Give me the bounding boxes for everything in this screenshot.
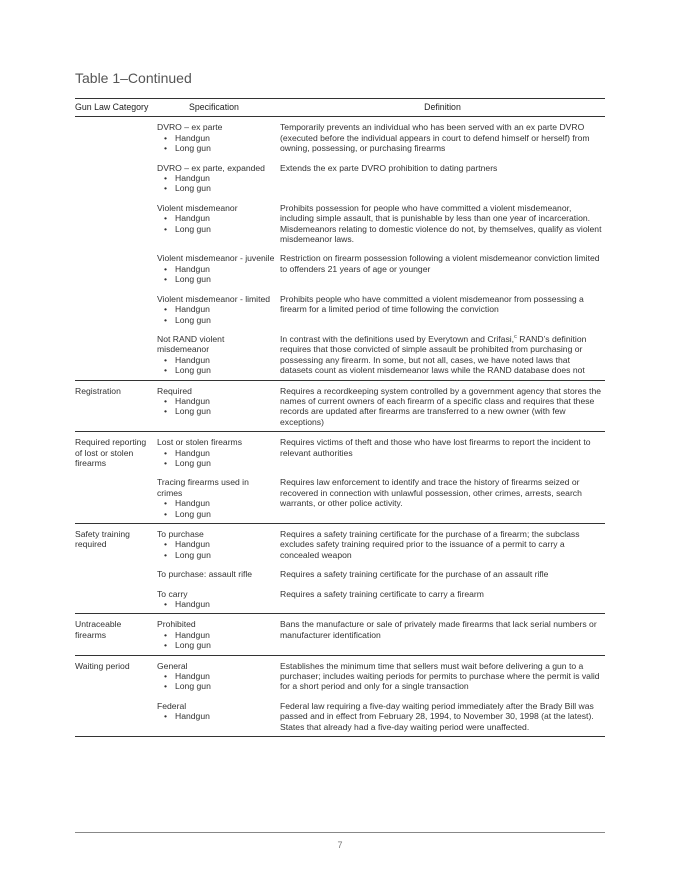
category-cell: Registration <box>75 385 121 396</box>
specification-label: To purchase: assault rifle <box>157 569 253 580</box>
definition-cell: Prohibits possession for people who have committed a violent misdemeanor, including simple assault, that is punishable by less than one year of incarceration. Misdemeanors relating to domestic violence do not, by themselves, qualify as violent misdemeanor laws. <box>280 202 602 245</box>
specification-label: Required <box>157 385 192 396</box>
bullet-item: • Handgun <box>157 355 276 365</box>
bullet-item: • Handgun <box>157 448 276 458</box>
specification-cell <box>157 614 280 655</box>
specification-cell <box>157 692 280 737</box>
bullet-item: • Handgun <box>157 304 276 314</box>
bullet-item: • Handgun <box>157 173 276 183</box>
specification-cell <box>157 194 280 245</box>
definition-cell: Requires a recordkeeping system controlled by a government agency that stores the names of current owners of each firearm of a specific class and requires that these records are updated after firearms are transferred to a new owner (with few exceptions) <box>280 385 602 427</box>
bullet-item: • Long gun <box>157 550 276 560</box>
category-cell <box>75 560 157 579</box>
table-row <box>75 380 605 432</box>
bullet-item: • Long gun <box>157 406 276 416</box>
specification-cell <box>157 285 280 325</box>
table-row <box>75 325 605 380</box>
definition-cell: Prohibits people who have committed a violent misdemeanor from possessing a firearm for a limited period of time following the conviction <box>280 293 584 315</box>
specification-cell <box>157 655 280 692</box>
footnote-marker: c <box>514 334 517 341</box>
specification-cell <box>157 154 280 194</box>
specification-label: To carry <box>157 588 188 599</box>
definition-cell: Requires victims of theft and those who have lost firearms to report the incident to relevant authorities <box>280 437 591 458</box>
definition-cell: Requires a safety training certificate for the purchase of an assault rifle <box>280 569 549 580</box>
table-row <box>75 614 605 655</box>
definition-cell: Federal law requiring a five-day waiting period immediately after the Brady Bill was passed and in effect from February 28, 1994, to November 30, 1998 (at the latest). States that already had a five-day waiting period were unaffected. <box>280 700 594 732</box>
specification-label: Violent misdemeanor - juvenile <box>157 253 275 264</box>
category-cell <box>75 580 157 614</box>
definition-cell: Extends the ex parte DVRO prohibition to dating partners <box>280 162 498 173</box>
gun-law-table <box>75 98 605 737</box>
specification-label: Federal <box>157 700 187 711</box>
category-cell <box>75 244 157 284</box>
specification-label: Tracing firearms used in crimes <box>157 477 249 498</box>
bullet-item: • Handgun <box>157 396 276 406</box>
table-row <box>75 524 605 561</box>
bullet-item: • Handgun <box>157 539 276 549</box>
definition-text: RAND’s definition requires that those convicted of simple assault be prohibited from purchasing or possessing any firearm. In some, but not all, cases, we have noted laws that datasets count as violent misdemeanor laws while the RAND database does not <box>280 333 587 376</box>
header-category: Gun Law Category <box>75 99 157 117</box>
bullet-item: • Long gun <box>157 365 276 375</box>
specification-cell <box>157 580 280 614</box>
table-group <box>75 614 605 655</box>
category-cell: Required reporting of lost or stolen firearms <box>75 437 147 468</box>
definition-cell: Requires law enforcement to identify and trace the history of firearms seized or recovered in connection with unlawful possession, other crimes, arrests, search warrants, or other police activity. <box>280 477 582 509</box>
specification-cell <box>157 560 280 579</box>
table-row <box>75 117 605 154</box>
bullet-item: • Long gun <box>157 143 276 153</box>
definition-cell: Restriction on firearm possession following a violent misdemeanor conviction limited to offenders 21 years of age or younger <box>280 253 600 274</box>
bullet-item: • Long gun <box>157 315 276 325</box>
table-caption: Table 1–Continued <box>75 70 192 86</box>
definition-cell: Requires a safety training certificate for the purchase of a firearm; the subclass excludes safety training required prior to the issuance of a permit to carry a concealed weapon <box>280 529 580 560</box>
specification-cell <box>157 117 280 154</box>
bullet-item: • Long gun <box>157 640 276 650</box>
bullet-item: • Long gun <box>157 681 276 691</box>
category-cell: Untraceable firearms <box>75 619 122 640</box>
table-row <box>75 154 605 194</box>
bullet-item: • Long gun <box>157 274 276 284</box>
category-cell <box>75 285 157 325</box>
category-cell <box>75 117 157 154</box>
category-cell: Safety training required <box>75 529 130 550</box>
bullet-item: • Handgun <box>157 599 276 609</box>
category-cell <box>75 468 157 523</box>
bullet-item: • Handgun <box>157 711 276 721</box>
footer-rule <box>75 832 605 833</box>
specification-label: Not RAND violent misdemeanor <box>157 333 225 355</box>
specification-label: Violent misdemeanor <box>157 202 238 213</box>
table-row <box>75 655 605 692</box>
definition-cell: Temporarily prevents an individual who has been served with an ex parte DVRO (executed before the individual appears in court to defend himself or herself) from owning, possessing, or purchasing firearms <box>280 122 590 154</box>
table-header-row <box>75 99 605 117</box>
table-group <box>75 432 605 524</box>
table-group <box>75 524 605 614</box>
category-cell <box>75 325 157 380</box>
table-row <box>75 194 605 245</box>
definition-cell: Establishes the minimum time that sellers must wait before delivering a gun to a purchaser; includes waiting periods for permits to purchase where the permit is valid for a short period and only for a single transaction <box>280 660 600 692</box>
category-cell <box>75 692 157 737</box>
table-row <box>75 432 605 469</box>
bullet-item: • Handgun <box>157 133 276 143</box>
specification-cell <box>157 325 280 380</box>
table-row <box>75 468 605 523</box>
table-row <box>75 580 605 614</box>
specification-label: To purchase <box>157 529 204 539</box>
bullet-item: • Long gun <box>157 458 276 468</box>
bullet-item: • Handgun <box>157 213 276 223</box>
specification-cell <box>157 244 280 284</box>
definition-cell: Bans the manufacture or sale of privately made firearms that lack serial numbers or manufacturer identification <box>280 619 597 640</box>
bullet-item: • Handgun <box>157 498 276 508</box>
specification-cell <box>157 524 280 561</box>
specification-cell <box>157 432 280 469</box>
table-row <box>75 285 605 325</box>
bullet-item: • Handgun <box>157 630 276 640</box>
specification-label: Lost or stolen firearms <box>157 437 243 448</box>
table-row <box>75 692 605 737</box>
header-definition: Definition <box>280 99 605 117</box>
definition-cell: Requires a safety training certificate to carry a firearm <box>280 588 484 599</box>
specification-label: DVRO – ex parte, expanded <box>157 162 265 173</box>
definition-text-lead: In contrast with the definitions used by Everytown and Crifasi, <box>280 333 515 344</box>
gun-law-table-container <box>75 98 605 737</box>
table-row <box>75 244 605 284</box>
category-cell <box>75 154 157 194</box>
specification-label: DVRO – ex parte <box>157 122 223 133</box>
specification-cell <box>157 380 280 432</box>
bullet-item: • Handgun <box>157 671 276 681</box>
table-group <box>75 380 605 432</box>
table-row <box>75 560 605 579</box>
bullet-item: • Long gun <box>157 183 276 193</box>
table-group <box>75 117 605 380</box>
specification-label: General <box>157 660 188 671</box>
category-cell: Waiting period <box>75 660 130 671</box>
table-group <box>75 655 605 736</box>
specification-label: Violent misdemeanor - limited <box>157 293 271 304</box>
specification-label: Prohibited <box>157 619 196 630</box>
header-specification: Specification <box>157 99 280 117</box>
bullet-item: • Handgun <box>157 264 276 274</box>
page-number: 7 <box>337 840 343 850</box>
category-cell <box>75 194 157 245</box>
specification-cell <box>157 468 280 523</box>
definition-cell <box>280 325 605 380</box>
bullet-item: • Long gun <box>157 224 276 234</box>
bullet-item: • Long gun <box>157 509 276 519</box>
